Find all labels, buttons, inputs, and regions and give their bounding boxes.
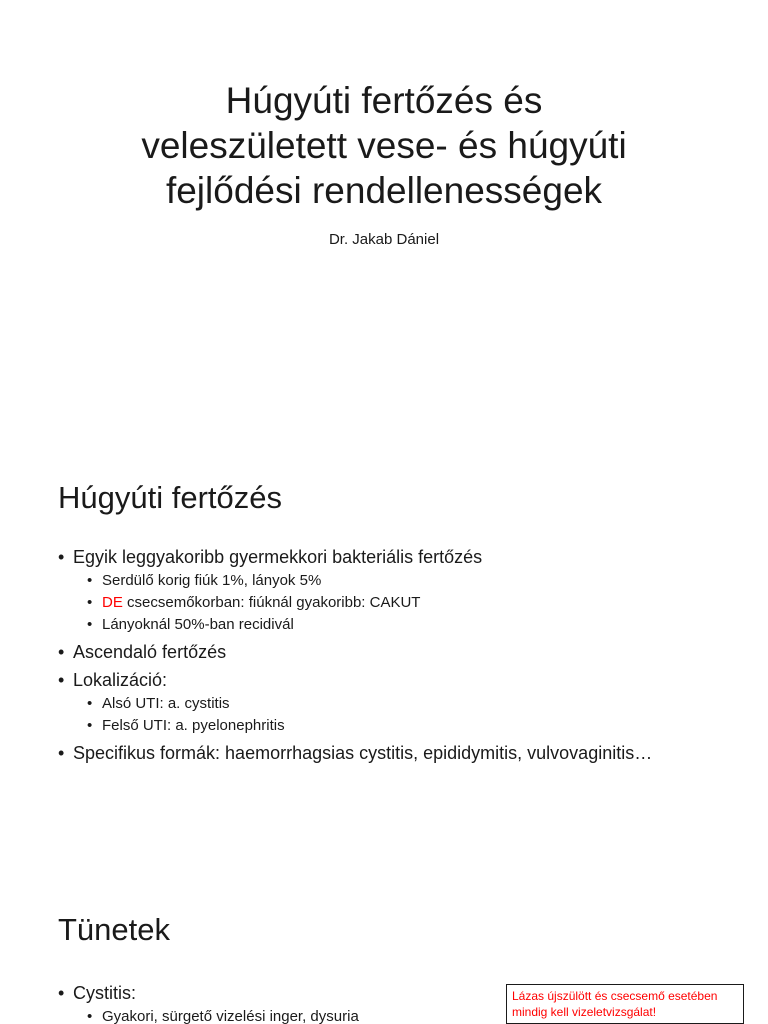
bullet-item bbox=[58, 546, 728, 636]
title-slide bbox=[0, 0, 768, 432]
bullet-text: Lokalizáció: bbox=[73, 670, 168, 690]
sub-bullet-item bbox=[87, 614, 728, 636]
sub-bullet-list bbox=[73, 693, 728, 737]
sub-bullet-item bbox=[87, 570, 728, 592]
warning-callout: Lázas újszülött és csecsemő esetében mindig kell vizeletvizsgálat! bbox=[506, 984, 744, 1024]
bullet-text: Egyik leggyakoribb gyermekkori bakteriális fertőzés bbox=[73, 547, 483, 567]
sub-bullet-text: Felső UTI: a. pyelonephritis bbox=[102, 717, 285, 734]
bullet-text: Ascendaló fertőzés bbox=[73, 642, 227, 662]
bullet-text: Specifikus formák: haemorrhagsias cystitis, epididymitis, vulvovaginitis… bbox=[73, 743, 653, 763]
bullet-item bbox=[58, 742, 728, 765]
bullet-list bbox=[58, 546, 728, 770]
sub-bullet-item bbox=[87, 693, 728, 715]
bullet-item bbox=[58, 669, 728, 737]
sub-bullet-list bbox=[73, 570, 728, 636]
uti-slide bbox=[0, 448, 768, 880]
symptoms-slide bbox=[0, 896, 768, 1024]
bullet-text: Cystitis: bbox=[73, 983, 136, 1003]
sub-bullet-text: Gyakori, sürgető vizelési inger, dysuria bbox=[102, 1008, 359, 1024]
sub-bullet-text: Alsó UTI: a. cystitis bbox=[102, 695, 230, 712]
author-name: Dr. Jakab Dániel bbox=[328, 231, 440, 248]
presentation-title bbox=[40, 78, 728, 213]
slide-heading: Tünetek bbox=[58, 912, 171, 947]
title-line: Húgyúti fertőzés és bbox=[225, 80, 543, 121]
bullet-item bbox=[58, 641, 728, 664]
sub-bullet-text: csecsemőkorban: fiúknál gyakoribb: CAKUT bbox=[122, 594, 421, 611]
sub-bullet-text: Lányoknál 50%-ban recidivál bbox=[102, 616, 294, 633]
title-line: fejlődési rendellenességek bbox=[165, 170, 603, 211]
sub-bullet-item bbox=[87, 715, 728, 737]
title-line: veleszületett vese- és húgyúti bbox=[141, 125, 627, 166]
emphasis-prefix: DE bbox=[102, 594, 123, 611]
sub-bullet-text: Serdülő korig fiúk 1%, lányok 5% bbox=[102, 572, 322, 589]
sub-bullet-item bbox=[87, 592, 728, 614]
slide-heading: Húgyúti fertőzés bbox=[58, 480, 282, 515]
